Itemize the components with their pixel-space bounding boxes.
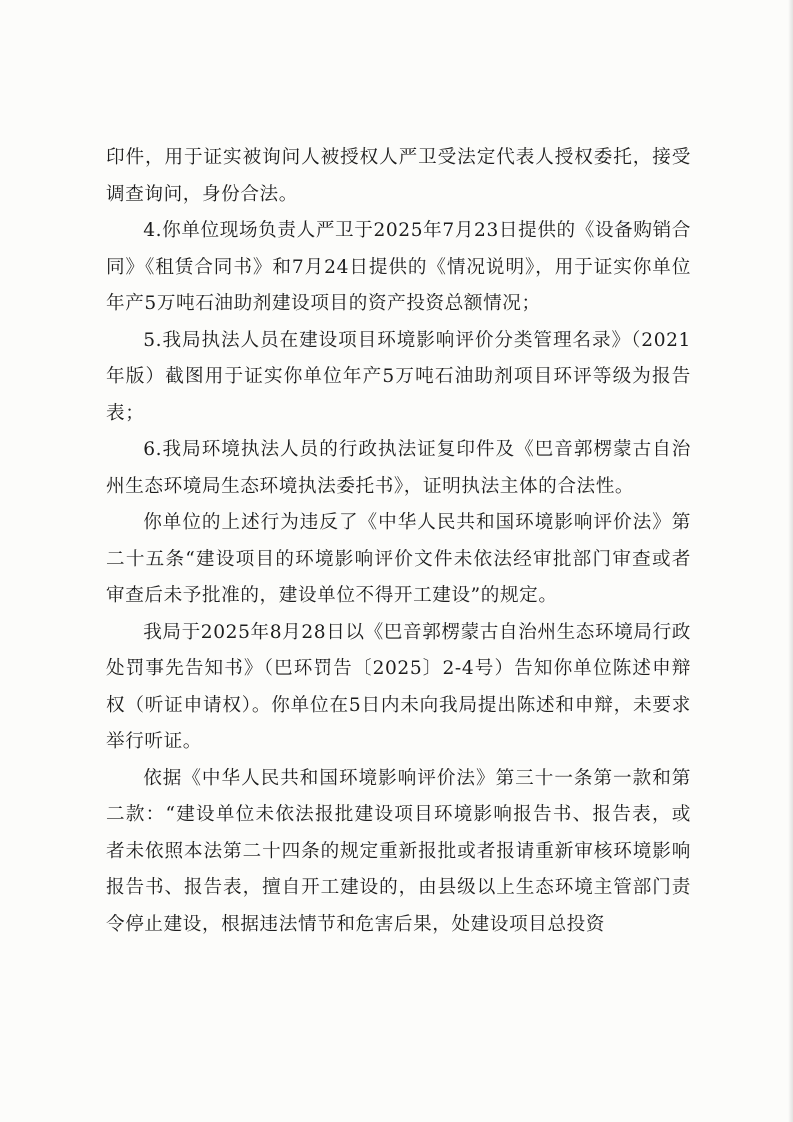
document-body [106,140,691,943]
paragraph-evidence-4: 4.你单位现场负责人严卫于2025年7月23日提供的《设备购销合同》《租赁合同书》和7月24日提供的《情况说明》，用于证实你单位年产5万吨石油助剂建设项目的资产投资总额情况； [106,220,691,314]
paragraph-evidence-5: 5.我局执法人员在建设项目环境影响评价分类管理名录》（2021年版）截图用于证实你单位年产5万吨石油助剂项目环评等级为报告表； [106,329,691,424]
paragraph-continuation: 印件，用于证实被询问人被授权人严卫受法定代表人授权委托，接受调查询问，身份合法。 [106,147,691,205]
paragraph-violation: 你单位的上述行为违反了《中华人民共和国环境影响评价法》第二十五条“建设项目的环境影响评价文件未依法经审批部门审查或者审查后未予批准的，建设单位不得开工建设”的规定。 [106,512,691,606]
paragraph-legal-basis: 依据《中华人民共和国环境影响评价法》第三十一条第一款和第二款：“建设单位未依法报批建设项目环境影响报告书、报告表，或者未依照本法第二十四条的规定重新报批或者报请重新审核环境影响报告书、报告表，擅自开工建设的，由县级以上生态环境主管部门责令停止建设，根据违法情节和危害后果，处建设项目总投资 [106,767,691,935]
page-edge-shadow [788,0,793,1122]
paragraph-evidence-6: 6.我局环境执法人员的行政执法证复印件及《巴音郭楞蒙古自治州生态环境局生态环境执法委托书》，证明执法主体的合法性。 [106,439,691,497]
paragraph-notice: 我局于2025年8月28日以《巴音郭楞蒙古自治州生态环境局行政处罚事先告知书》（巴环罚告〔2025〕2-4号）告知你单位陈述申辩权（听证申请权）。你单位在5日内未向我局提出陈述和申辩，未要求举行听证。 [106,621,691,752]
